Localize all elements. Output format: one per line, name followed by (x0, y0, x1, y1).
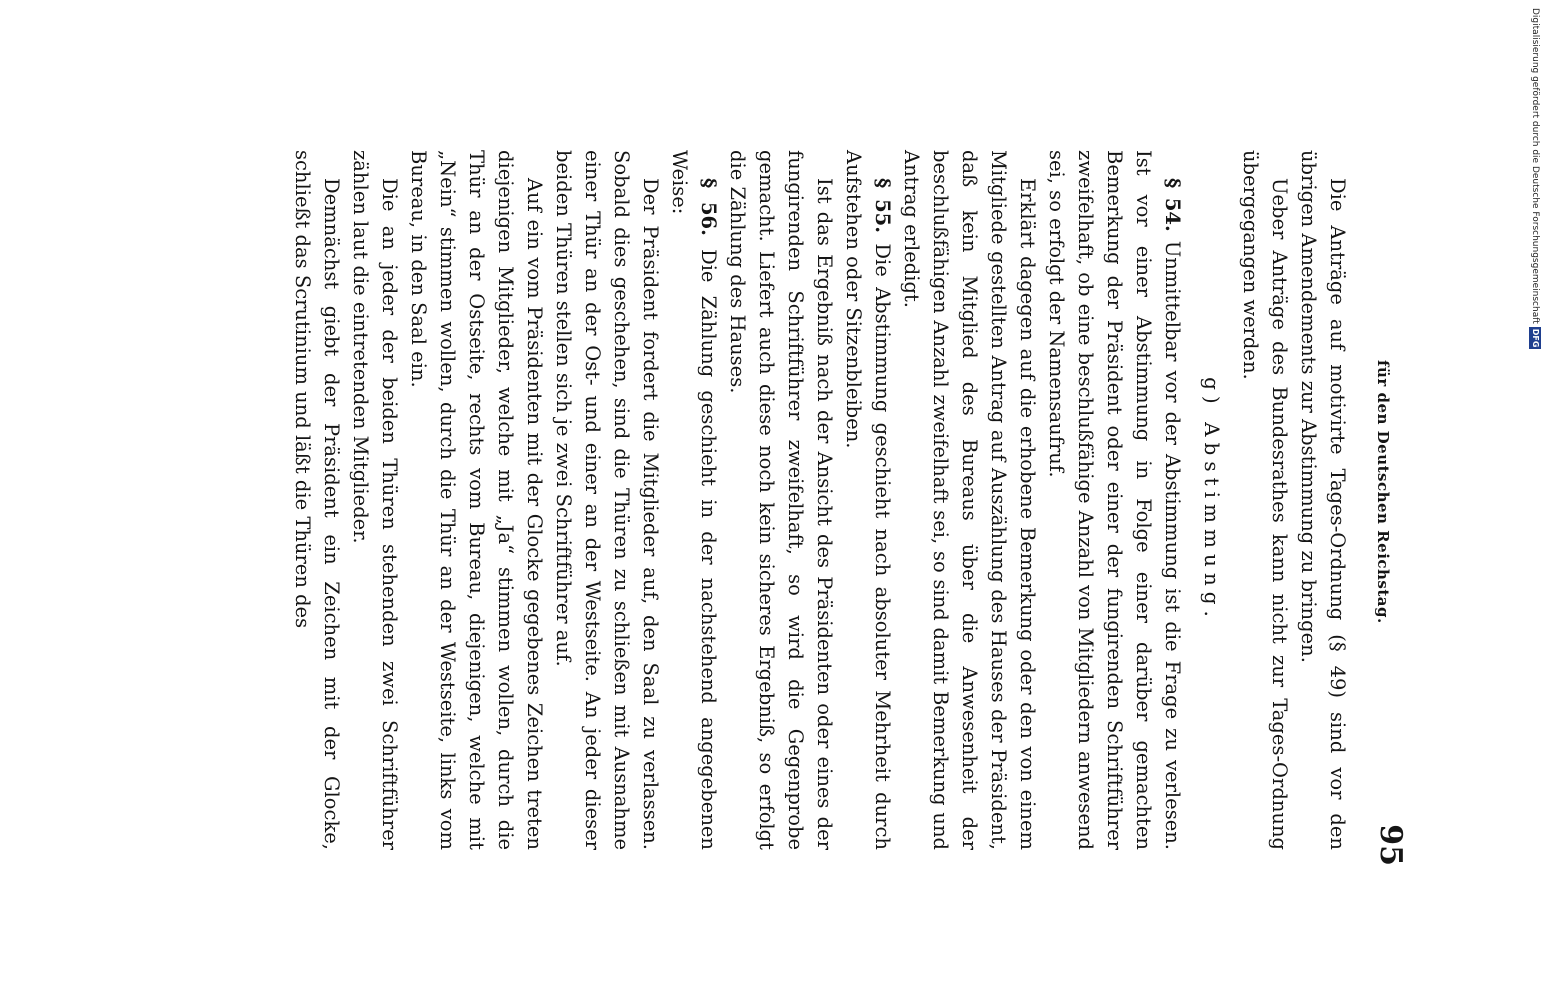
paragraph-54-text: Unmittelbar vor der Abstimmung ist die Frage zu verlesen. Ist vor einer Abstimmung in Folge einer darüber gemachten Bemerkung der Präsident oder einer der fungirenden Schriftführer zweifelhaft, ob eine beschlußfähige Anzahl von Mitgliedern anwesend sei, so erfolgt der Namensaufruf. (1045, 150, 1184, 851)
paragraph-55 (839, 150, 897, 850)
dfg-logo: DFG (1531, 328, 1540, 348)
book-page (160, 150, 1408, 870)
paragraph-number-54: § 54. (1161, 178, 1184, 232)
running-head (1360, 150, 1408, 870)
paragraph-bundesrath: Ueber Anträge des Bundesrathes kann nicht zur Tages-Ordnung übergegangen werden. (1239, 150, 1291, 850)
running-title: für den Deutschen Reichstag. (1374, 360, 1392, 624)
digitization-note-text: Digitalisierung gefördert durch die Deutsche Forschungsgemeinschaft (1530, 8, 1540, 324)
paragraph-56-scrutinium: Demnächst giebt der Präsident ein Zeichen mit der Glocke, schließt das Scrutinium und läßt die Thüren des (291, 150, 343, 850)
paragraph-motivirte-tagesordnung: Die Anträge auf motivirte Tages-Ordnung (§ 49) sind vor den übrigen Amendements zur Abstimmung zu bringen. (1297, 150, 1349, 850)
paragraph-number-56: § 56. (697, 178, 720, 236)
page-body (288, 150, 1352, 850)
digitization-note (1528, 8, 1544, 398)
paragraph-number-55: § 55. (871, 178, 894, 234)
section-heading-abstimmung: g) Abstimmung. (1200, 377, 1224, 623)
page-number: 95 (1373, 824, 1408, 866)
paragraph-56 (665, 150, 723, 850)
paragraph-55-text: Die Abstimmung geschieht nach absoluter Mehrheit durch Aufstehen oder Sitzenbleiben. (842, 150, 894, 850)
paragraph-55-continued: Ist das Ergebniß nach der Ansicht des Präsidenten oder eines der fungirenden Schriftführer zweifelhaft, so wird die Gegenprobe gemacht. Liefert auch diese noch kein sicheres Ergebniß, so erfolgt die Zählung des Hauses. (726, 150, 836, 850)
paragraph-56-text: Die Zählung geschieht in der nachstehend angegebenen Weise: (668, 150, 720, 850)
paragraph-56-saal: Der Präsident fordert die Mitglieder auf, den Saal zu verlassen. Sobald dies geschehen, sind die Thüren zu schließen mit Ausnahme einer Thür an der Ost- und einer an der Westseite. An jeder dieser beiden Thüren stellen sich je zwei Schriftführer auf. (552, 150, 662, 850)
paragraph-54 (1042, 150, 1187, 850)
paragraph-56-zaehlung: Die an jeder der beiden Thüren stehenden zwei Schriftführer zählen laut die eintretenden Mitglieder. (349, 150, 401, 850)
paragraph-56-glocke: Auf ein vom Präsidenten mit der Glocke gegebenes Zeichen treten diejenigen Mitglieder, welche mit „Ja“ stimmen wollen, durch die Thür an der Ostseite, rechts vom Bureau, diejenigen, welche mit „Nein“ stimmen wollen, durch die Thür an der Westseite, links vom Bureau, in den Saal ein. (407, 150, 546, 850)
paragraph-54-continued: Erklärt dagegen auf die erhobene Bemerkung oder den von einem Mitgliede gestellten Antrag auf Auszählung des Hauses der Präsident, daß kein Mitglied des Bureaus über die Anwesenheit der beschlußfähigen Anzahl zweifelhaft sei, so sind damit Bemerkung und Antrag erledigt. (900, 150, 1039, 850)
